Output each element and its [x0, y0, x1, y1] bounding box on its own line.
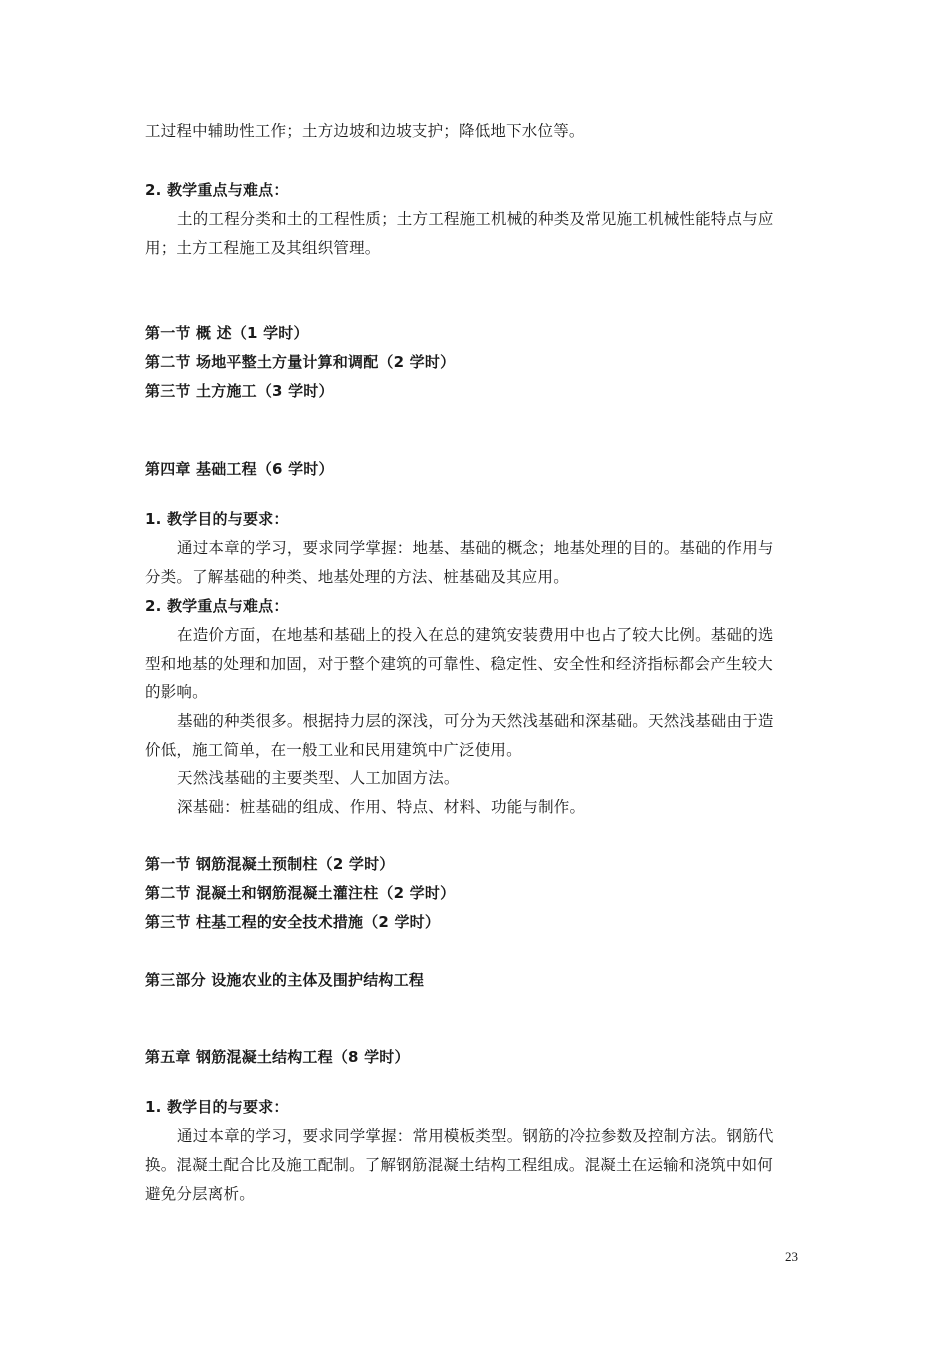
ch5-goal-line: 换。混凝土配合比及施工配制。了解钢筋混凝土结构工程组成。混凝土在运输和浇筑中如何 [145, 1156, 774, 1174]
ch4-section-3: 第三节 柱基工程的安全技术措施（2 学时） [145, 913, 441, 931]
ch5-goal-line: 通过本章的学习，要求同学掌握：常用模板类型。钢筋的冷拉参数及控制方法。钢筋代 [177, 1127, 774, 1145]
ch3-key-line: 土的工程分类和土的工程性质；土方工程施工机械的种类及常见施工机械性能特点与应 [177, 210, 774, 228]
ch4-key-line: 的影响。 [145, 683, 208, 701]
ch5-title: 第五章 钢筋混凝土结构工程（8 学时） [145, 1048, 410, 1066]
ch4-section-2: 第二节 混凝土和钢筋混凝土灌注柱（2 学时） [145, 884, 456, 902]
ch4-key-heading: 2. 教学重点与难点： [145, 597, 289, 615]
ch4-goal-line: 分类。了解基础的种类、地基处理的方法、桩基础及其应用。 [145, 568, 569, 586]
page-number: 23 [785, 1249, 798, 1264]
ch4-key-line: 价低，施工简单，在一般工业和民用建筑中广泛使用。 [145, 741, 522, 759]
ch3-section-1: 第一节 概 述（1 学时） [145, 324, 309, 342]
ch3-key-heading: 2. 教学重点与难点： [145, 181, 289, 199]
ch4-key-line: 在造价方面，在地基和基础上的投入在总的建筑安装费用中也占了较大比例。基础的选 [177, 626, 774, 644]
ch4-key-line: 型和地基的处理和加固，对于整个建筑的可靠性、稳定性、安全性和经济指标都会产生较大 [145, 655, 774, 673]
ch3-key-line: 用；土方工程施工及其组织管理。 [145, 239, 381, 257]
ch4-title: 第四章 基础工程（6 学时） [145, 460, 334, 478]
ch4-key-line: 天然浅基础的主要类型、人工加固方法。 [177, 769, 460, 787]
ch4-goal-line: 通过本章的学习，要求同学掌握：地基、基础的概念；地基处理的目的。基础的作用与 [177, 539, 774, 557]
top-paragraph-fragment: 工过程中辅助性工作；土方边坡和边坡支护；降低地下水位等。 [145, 122, 585, 140]
ch3-section-3: 第三节 土方施工（3 学时） [145, 382, 334, 400]
ch5-goal-line: 避免分层离析。 [145, 1185, 255, 1203]
ch3-section-2: 第二节 场地平整土方量计算和调配（2 学时） [145, 353, 456, 371]
ch5-goal-heading: 1. 教学目的与要求： [145, 1098, 289, 1116]
ch4-section-1: 第一节 钢筋混凝土预制柱（2 学时） [145, 855, 395, 873]
ch4-key-line: 基础的种类很多。根据持力层的深浅，可分为天然浅基础和深基础。天然浅基础由于造 [177, 712, 774, 730]
ch4-goal-heading: 1. 教学目的与要求： [145, 510, 289, 528]
part3-title: 第三部分 设施农业的主体及围护结构工程 [145, 971, 425, 989]
ch4-key-line: 深基础：桩基础的组成、作用、特点、材料、功能与制作。 [177, 798, 586, 816]
